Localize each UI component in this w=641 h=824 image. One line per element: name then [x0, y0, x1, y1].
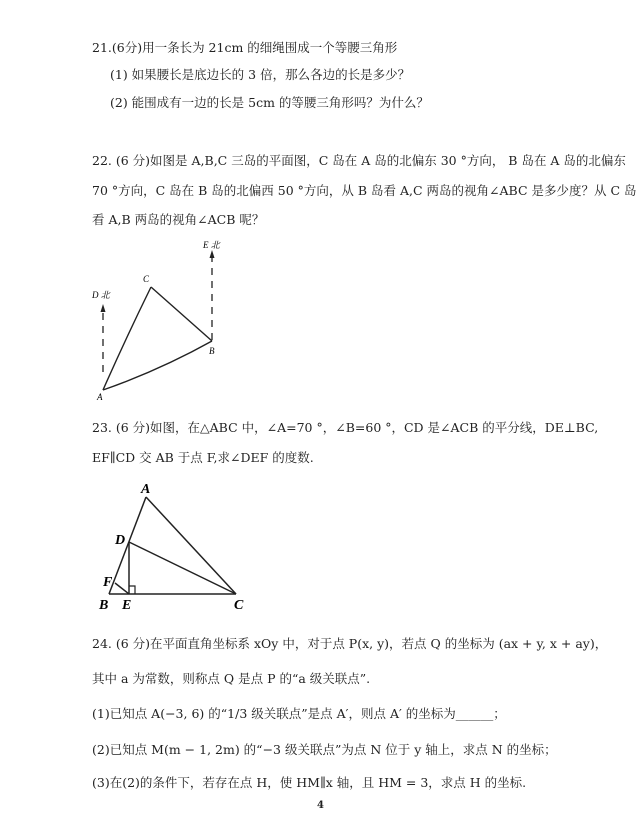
- q23-line2: EF∥CD 交 AB 于点 F,求∠DEF 的度数.: [92, 450, 314, 465]
- q24-line1: 24. (6 分)在平面直角坐标系 xOy 中，对于点 P(x, y)，若点 Q 的坐标为 (ax + y, x + ay)，: [92, 636, 608, 651]
- q22-north-arrow-b: [210, 250, 215, 258]
- q23-label-e: E: [122, 598, 132, 613]
- q22-line2: 70 °方向，C 岛在 B 岛的北偏西 50 °方向，从 B 岛看 A,C 两岛的视角∠ABC 是多少度？从 C 岛: [92, 183, 637, 198]
- q23-right-angle-mark: [129, 586, 135, 594]
- q24-part1: (1)已知点 A(−3, 6) 的“1/3 级关联点”是点 A′，则点 A′ 的坐标为______；: [92, 706, 506, 721]
- q23-triangle-diagram: [95, 478, 265, 618]
- q23-segment-cd: [129, 542, 236, 594]
- q23-label-f: F: [103, 575, 113, 590]
- q24-part3: (3)在(2)的条件下，若存在点 H，使 HM∥x 轴，且 HM = 3，求点 H 的坐标.: [92, 775, 527, 790]
- q22-label-c: C: [143, 274, 150, 284]
- q22-line1: 22. (6 分)如图是 A,B,C 三岛的平面图，C 岛在 A 岛的北偏东 30 °方向， B 岛在 A 岛的北偏东: [92, 153, 626, 168]
- page-number: 4: [317, 800, 324, 811]
- q23-label-b: B: [99, 598, 109, 613]
- q21-part2: (2) 能围成有一边的长是 5cm 的等腰三角形吗？为什么？: [110, 95, 429, 110]
- q24-line2: 其中 a 为常数，则称点 Q 是点 P 的“a 级关联点”.: [92, 671, 371, 686]
- q22-label-e-north: E 北: [203, 240, 220, 250]
- q22-side-ab: [103, 341, 212, 390]
- q22-side-cb: [151, 287, 212, 341]
- q22-island-diagram: [85, 240, 245, 400]
- q22-label-b: B: [209, 346, 215, 356]
- q24-part2: (2)已知点 M(m − 1, 2m) 的“−3 级关联点”为点 N 位于 y 轴上，求点 N 的坐标；: [92, 742, 557, 757]
- q22-north-arrow-a: [101, 304, 106, 312]
- q23-segment-ef: [115, 583, 129, 594]
- q22-label-d-north: D 北: [92, 290, 110, 300]
- q22-line3: 看 A,B 两岛的视角∠ACB 呢？: [92, 212, 265, 227]
- q23-side-ac: [146, 497, 236, 594]
- q23-label-c: C: [234, 598, 244, 613]
- q21-title: 21.(6分)用一条长为 21cm 的细绳围成一个等腰三角形: [92, 40, 398, 55]
- q21-part1: (1) 如果腰长是底边长的 3 倍，那么各边的长是多少？: [110, 67, 411, 82]
- q23-label-a: A: [141, 482, 151, 497]
- q23-line1: 23. (6 分)如图，在△ABC 中，∠A=70 °，∠B=60 °，CD 是∠ACB 的平分线，DE⊥BC,: [92, 420, 599, 435]
- q23-label-d: D: [115, 533, 126, 548]
- q22-label-a: A: [97, 392, 103, 400]
